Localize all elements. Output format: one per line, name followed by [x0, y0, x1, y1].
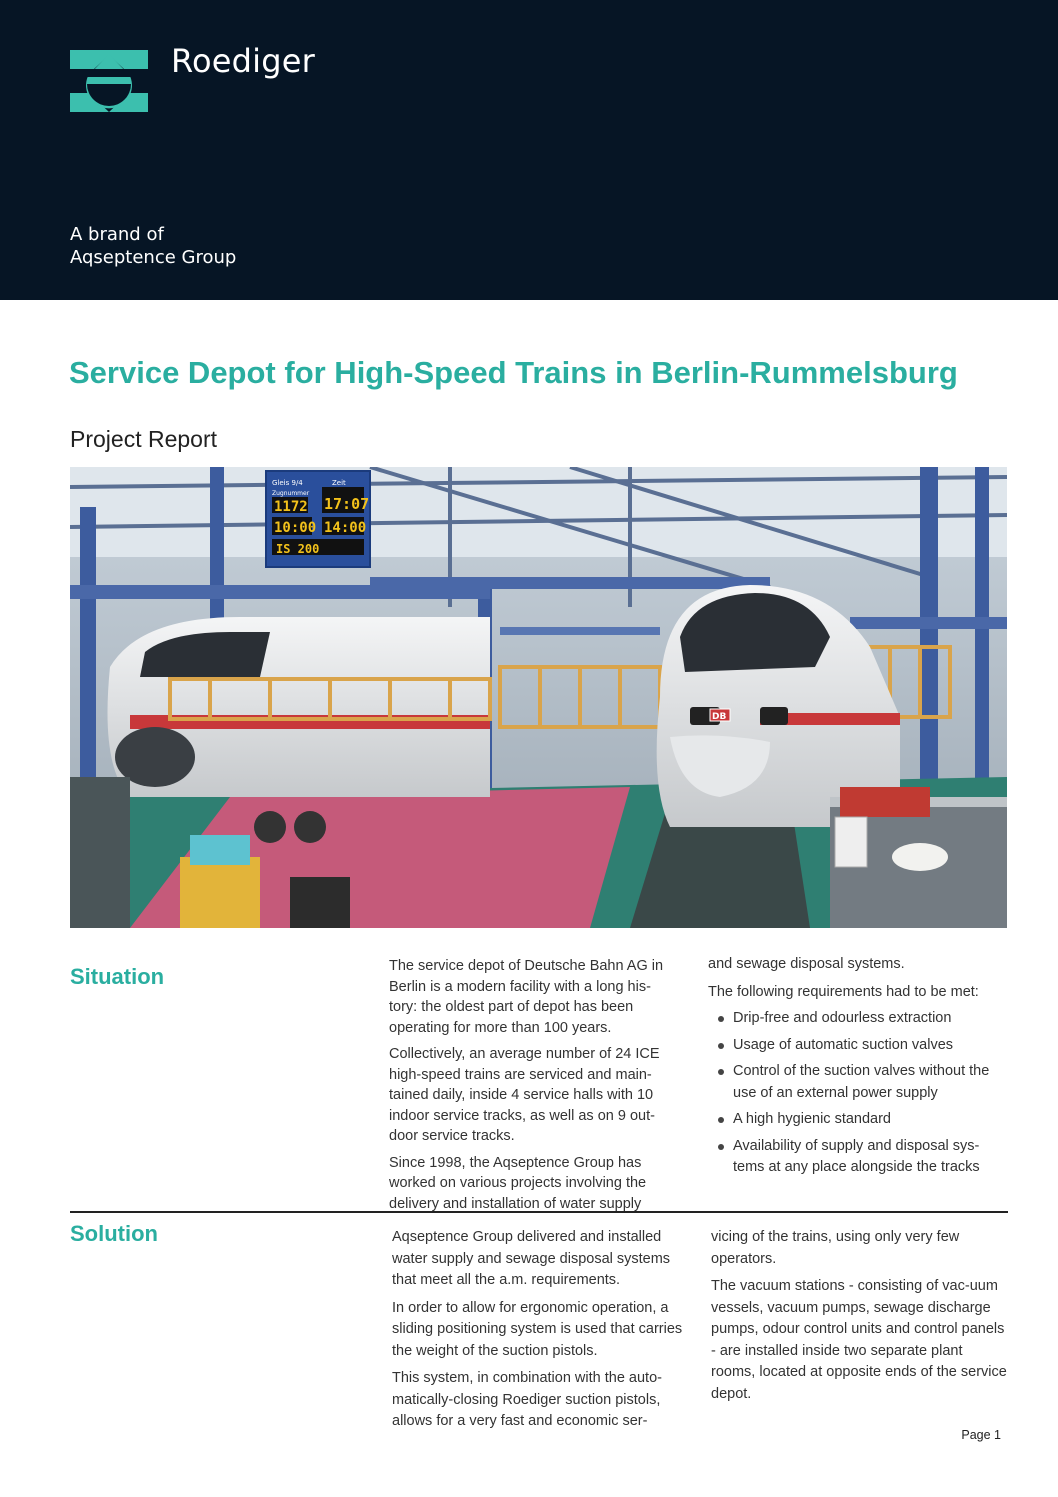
- depot-photo: [70, 467, 1007, 928]
- departure-board: [266, 471, 370, 567]
- list-item: Control of the suction valves without the use of an external power supply: [708, 1061, 1008, 1104]
- solution-heading: Solution: [70, 1221, 158, 1246]
- board-label-time: Zeit: [332, 479, 346, 487]
- solution-paragraph-5: The vacuum stations - consisting of vac-uum vessels, vacuum pumps, sewage discharge pumps, odour control units and control panels - are installed inside two separate plant rooms, located at opposite ends of the service depot.: [711, 1278, 1007, 1402]
- solution-column-1: [392, 1227, 690, 1439]
- solution-paragraph-3: This system, in combination with the auto-matically-closing Roediger suction pistols, allows for a very fast and economic ser-: [392, 1370, 662, 1429]
- board-row2-left: 10:00: [274, 520, 317, 536]
- situation-paragraph-2: Collectively, an average number of 24 ICE high-speed trains are serviced and main-tained daily, inside 4 service halls with 10 indoor service tracks, as well as on 9 out-door service tracks.: [389, 1046, 660, 1144]
- solution-paragraph-4: vicing of the trains, using only very few operators.: [711, 1229, 960, 1267]
- board-label-train: Zugnummer: [272, 490, 310, 497]
- board-row2-right: 14:00: [324, 520, 367, 536]
- page-number: Page 1: [961, 1428, 1001, 1442]
- roediger-logo-icon: [70, 50, 148, 112]
- situation-column-1: [389, 956, 679, 1220]
- situation-column-2: [708, 954, 1008, 1184]
- solution-paragraph-2: In order to allow for ergonomic operation, a sliding positioning system is used that carries the weight of the suction pistols.: [392, 1299, 683, 1359]
- situation-paragraph-1: The service depot of Deutsche Bahn AG in Berlin is a modern facility with a long his-tory: the oldest part of depot has been operating for more than 100 years.: [389, 958, 664, 1036]
- board-row1-right: 17:07: [324, 495, 370, 513]
- db-badge: DB: [712, 712, 727, 722]
- list-item: Availability of supply and disposal sys-tems at any place alongside the tracks: [708, 1136, 1008, 1179]
- section-divider: [70, 1211, 1008, 1213]
- requirements-list: [708, 1008, 1008, 1179]
- board-label-track: Gleis 9/4: [272, 479, 303, 487]
- page-subtitle: Project Report: [70, 426, 218, 452]
- list-item: Drip-free and odourless extraction: [708, 1008, 1008, 1030]
- situation-paragraph-3: Since 1998, the Aqseptence Group has worked on various projects involving the delivery and installation of water supply: [389, 1154, 647, 1212]
- situation-paragraph-4: and sewage disposal systems.: [708, 956, 905, 972]
- list-item: A high hygienic standard: [708, 1109, 1008, 1131]
- solution-column-2: [711, 1227, 1009, 1411]
- tagline-line2: Aqseptence Group: [70, 247, 237, 268]
- board-row3: IS 200: [276, 542, 320, 556]
- situation-requirements-intro: The following requirements had to be met:: [708, 983, 979, 1000]
- situation-heading: Situation: [70, 964, 165, 989]
- brand-name: Roediger: [171, 42, 316, 80]
- list-item: Usage of automatic suction valves: [708, 1035, 1008, 1057]
- header-band: [0, 0, 1058, 300]
- page-title: Service Depot for High-Speed Trains in Berlin-Rummelsburg: [69, 355, 958, 390]
- tagline-line1: A brand of: [70, 224, 164, 245]
- solution-paragraph-1: Aqseptence Group delivered and installed water supply and sewage disposal systems that meet all the a.m. requirements.: [392, 1229, 671, 1288]
- board-row1-left: 1172: [274, 499, 308, 515]
